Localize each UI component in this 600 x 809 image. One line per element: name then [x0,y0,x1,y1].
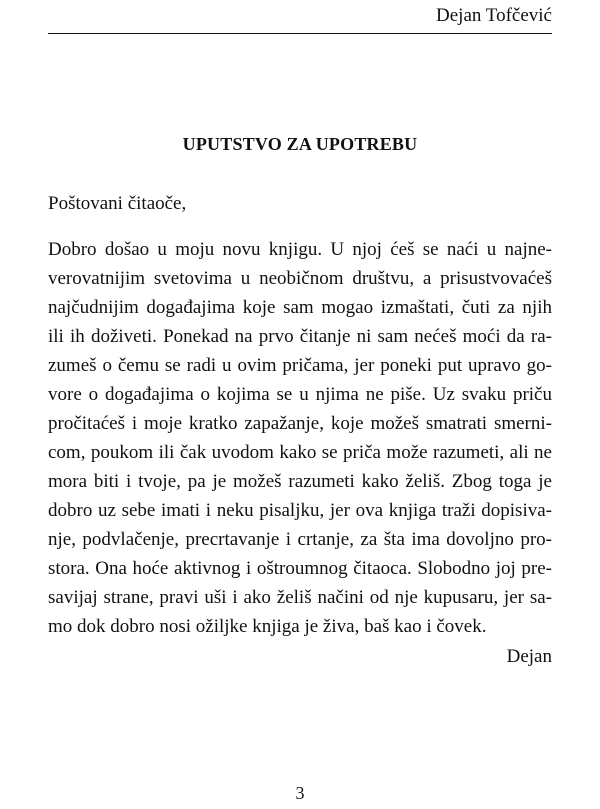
body-line: dobro uz sebe imati i neku pisaljku, jer ova knjiga traži dopisiva- [48,500,552,521]
salutation: Poštovani čitaoče, [48,193,187,214]
body-text [48,235,552,641]
body-line: ili ih doživeti. Ponekad na prvo čitanje ni sam nećeš moći da ra- [48,326,552,347]
running-head: Dejan Tofčević [436,5,552,26]
body-line: stora. Ona hoće aktivnog i oštroumnog čitaoca. Slobodno joj pre- [48,558,552,579]
body-line: zumeš o čemu se radi u ovim pričama, jer poneki put upravo go- [48,355,552,376]
page-number: 3 [295,783,305,803]
body-line: pročitaćeš i moje kratko zapažanje, koje možeš smatrati smerni- [48,413,552,434]
body-line: com, poukom ili čak uvodom kako se priča može razumeti, ali ne [48,442,552,463]
body-line: najčudnijim događajima koje sam mogao izmaštati, čuti za njih [48,297,552,318]
body-line: vore o događajima o kojima se u njima ne piše. Uz svaku priču [48,384,552,405]
signature: Dejan [506,646,552,667]
body-line: savijaj strane, pravi uši i ako želiš načini od nje kupusaru, jer sa- [48,587,552,608]
page-title: UPUTSTVO ZA UPOTREBU [182,134,418,154]
header-rule [48,33,552,34]
body-line: verovatnijim svetovima u neobičnom društvu, a prisustvovaćeš [48,268,552,289]
body-line: mora biti i tvoje, pa je možeš razumeti kako želiš. Zbog toga je [48,471,552,492]
body-line: Dobro došao u moju novu knjigu. U njoj ćeš se naći u najne- [48,239,552,260]
body-line: mo dok dobro nosi ožiljke knjiga je živa, baš kao i čovek. [48,616,487,637]
body-line: nje, podvlačenje, precrtavanje i crtanje, za šta ima dovoljno pro- [48,529,552,550]
